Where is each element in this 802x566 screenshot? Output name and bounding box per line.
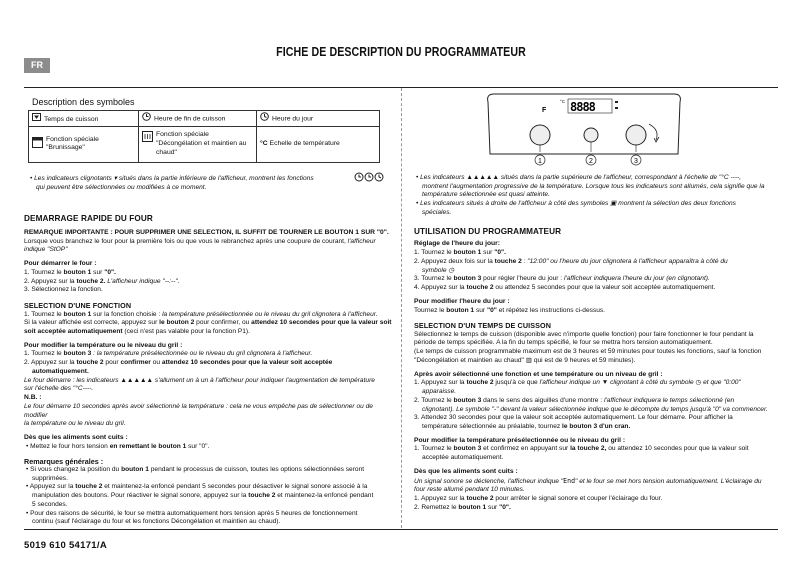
symbol-cell: [257, 126, 380, 162]
paragraph: Le four démarre 10 secondes après avoir sélectionné la température : cela ne vous empêche pas de sélectionner ou de modifier: [24, 402, 373, 419]
paragraph: "Décongélation et maintien au chaud" ▥ qui est de 9 heures et 59 minutes).: [414, 356, 636, 364]
step: 2. Appuyez deux fois sur la touche 2 : "12:00" ou l'heure du jour clignotera à l'afficheur apparaîtra à côté du: [414, 257, 728, 265]
cooking-time-icon: ◷: [695, 379, 702, 387]
subheading: Pour modifier la température présélectionnée ou le niveau du gril :: [414, 436, 626, 444]
display-digits: 8888: [570, 100, 595, 114]
oven-control-panel: [484, 90, 684, 165]
section-heading: SELECTION D'UN TEMPS DE CUISSON: [414, 321, 551, 331]
step: 3. Sélectionnez la fonction.: [24, 286, 103, 294]
clock-icon: ◷: [448, 266, 455, 274]
special-function-icons: ▣: [610, 200, 617, 208]
section-heading: UTILISATION DU PROGRAMMATEUR: [414, 226, 562, 236]
symbol-label: Echelle de température: [269, 139, 340, 147]
triangle-icon: ▼: [601, 379, 609, 387]
step: 3. Tournez le bouton 3 pour régler l'heure du jour : l'afficheur indiquera l'heure du jour (en clignotant).: [414, 275, 710, 283]
symbol-label: Temps de cuisson: [44, 115, 99, 123]
symbol-cell: [257, 111, 380, 127]
symbol-label: "Brunissage": [46, 144, 85, 152]
callout-label: 2: [589, 158, 593, 165]
symbol-cell: [29, 111, 139, 127]
bullet: • Pour des raisons de sécurité, le four se mettra automatiquement hors tension après 5 heures de fonctionnement: [26, 509, 358, 517]
symbol-label: Fonction spéciale: [156, 131, 209, 139]
language-badge: FR: [24, 58, 50, 73]
bullet: • Les indicateurs ▲▲▲▲▲ situés dans la partie supérieure de l'afficheur, correspondant à l'échelle de "°C ----,: [416, 174, 742, 181]
subheading: Après avoir sélectionné une fonction et une température ou un niveau de gril :: [414, 370, 663, 378]
paragraph: Lorsque vous branchez le four pour la première fois ou que vous le rebranchez après une coupure de courant, l'afficheur: [24, 237, 376, 245]
knob-1: [530, 125, 550, 145]
symbol-cell: [139, 126, 257, 162]
symbol-label: chaud": [156, 148, 177, 156]
symbol-label: Fonction spéciale: [46, 135, 99, 143]
step: 3. Attendez 30 secondes pour que la valeur soit acceptée automatiquement. Le four démarre. Pour afficher la: [414, 414, 733, 422]
step: Si la valeur affichée est correcte, appuyez sur le bouton 2 pour confirmer, ou attendez 10 secondes pour que la valeur soit: [24, 319, 392, 327]
symbol-icons-group: [354, 172, 384, 186]
subheading: Pour modifier l'heure du jour :: [414, 297, 510, 305]
important-note: REMARQUE IMPORTANTE : POUR SUPPRIMER UNE SELECTION, IL SUFFIT DE TOURNER LE BOUTON 1 SUR "0".: [24, 228, 389, 236]
callout-label: 3: [634, 158, 638, 165]
step: symbole ◷: [422, 266, 455, 274]
temperature-indicators-icon: ▲▲▲▲▲: [466, 174, 499, 181]
step: 1. Tournez le bouton 1 sur "0".: [414, 249, 506, 257]
step: 4. Appuyez sur la touche 2 ou attendez 5 secondes pour que la valeur soit acceptée automatiquement.: [414, 284, 716, 291]
paragraph: période de temps spécifiée. A la fin du temps spécifié, le four se mettra hors tension automatiquement.: [414, 339, 713, 347]
subheading: Réglage de l'heure du jour:: [414, 240, 500, 248]
step: 1. Tournez le bouton 1 sur "0".: [24, 268, 116, 276]
symbols-table: [28, 110, 380, 163]
paragraph: sur l'échelle des "°C----.: [24, 385, 94, 393]
right-column: • Les indicateurs ▲▲▲▲▲ situés dans la partie supérieure de l'afficheur, correspondant à l'échelle de "°C ----, montrent l'augmentation progressive de la température. Lorsque tous les indicateurs sont allumés, cela signifie que la température sélectionnée est quasi atteinte. • Les indicateurs situés à droite de l'afficheur à côté des symboles ▣ montrent la sélection des deux fonctions spéciales. UTILISATION DU PROGRAMMATEUR Réglage de l'heure du jour: 1. Tournez le bouton 1 sur "0". 2. Appuyez deux fois sur la touche 2 : "12:00" ou l'heure du jour clignotera à l'afficheur apparaîtra à côté du symbole ◷ 3. Tournez le bouton 3 pour régler l'heure du jour : l'afficheur indiquera l'heure du jour (en clignotant). 4. Appuyez sur la touche 2 ou attendez 5 secondes pour que la valeur soit acceptée automatiquement. Pour modifier l'heure du jour : Tournez le bouton 1 sur "0" et répétez les instructions ci-dessus. SELECTION D'UN TEMPS DE CUISSON Sélectionnez le temps de cuisson (disponible avec n'importe quelle fonction) pour faire fonctionner le four pendant la période de temps spécifiée. A la fin du temps spécifié, le four se mettra hors tension automatiquement. (Le temps de cuisson programmable maximum est de 3 heures et 59 minutes pour toutes les fonctions, sauf la fonction "Décongélation et maintien au chaud" ▥ qui est de 9 heures et 59 minutes). Après avoir sélectionné une fonction et une température ou un niveau de gril : 1. Appuyez sur la touche 2 jusqu'à ce que l'afficheur indique un ▼ clignotant à côté du symbole ◷ et que "0:00" apparaisse. 2. Tournez le bouton 3 dans le sens des aiguilles d'une montre : l'afficheur indiquera le temps sélectionné (en clignotant). Le symbole "-" devant la valeur sélectionnée indique que le décompte du temps jusqu'à "0" va commencer. 3. Attendez 30 secondes pour que la valeur soit acceptée automatiquement. Le four démarre. Pour afficher la température sélectionnée au préalable, tournez le bouton 3 d'un cran. Pour modifier la température présélectionnée ou le niveau du gril : 1. Tournez le bouton 3 et confirmez en appuyant sur la touche 2, ou attendez 10 secondes pour que la valeur soit acceptée automatiquement. Dès que les aliments sont cuits : Un signal sonore se déclenche, l'afficheur indique "End" et le four se met hors tension automatiquement. L'éclairage du four reste allumé pendant 10 minutes. 1. Appuyez sur la touche 2 pour arrêter le signal sonore et couper l'éclairage du four. 2. Remettez le bouton 1 sur "0".: [414, 174, 786, 513]
section-heading: SELECTION D'UNE FONCTION: [24, 301, 132, 311]
step: 1. Tournez le bouton 3 : la température présélectionnée ou le niveau du gril clignotera à l'afficheur.: [24, 350, 313, 358]
paragraph: (Le temps de cuisson programmable maximum est de 3 heures et 59 minutes pour toutes les fonctions, sauf la fonction: [414, 348, 762, 356]
bullet: • Les indicateurs situés à droite de l'afficheur à côté des symboles ▣ montrent la sélection des deux fonctions: [416, 200, 736, 208]
callout-label: 1: [538, 158, 542, 165]
subheading: Pour démarrer le four :: [24, 260, 97, 268]
symbol-label: Heure de fin de cuisson: [154, 115, 226, 123]
bullet: • Si vous changez la position du bouton 1 pendant le processus de cuisson, toutes les options sélectionnées seront: [26, 466, 365, 473]
step: automatiquement.: [32, 367, 89, 375]
subheading: Dès que les aliments sont cuits :: [24, 433, 128, 441]
f-label: F: [542, 107, 547, 114]
bottom-rule: [24, 529, 778, 530]
page-title: FICHE DE DESCRIPTION DU PROGRAMMATEUR: [276, 45, 526, 59]
symbol-cell: [139, 111, 257, 127]
subheading: Dès que les aliments sont cuits :: [414, 467, 518, 475]
symbols-note: • Les indicateurs clignotants ▾ situés dans la partie inférieure de l'afficheur, montrent les fonctions qui peuvent être sélectionnées ou modifiées à ce moment.: [30, 175, 314, 191]
celsius-label: °C: [560, 99, 566, 104]
symbol-label: Heure du jour: [272, 115, 314, 123]
step: 2. Appuyez sur la touche 2 pour confirmer ou attendez 10 secondes pour que la valeur soit acceptée: [24, 359, 333, 367]
rotation-arrow: [649, 124, 657, 140]
defrost-icon: [142, 131, 153, 146]
step: 2. Remettez le bouton 1 sur "0".: [414, 503, 511, 511]
celsius-symbol: °C: [260, 139, 268, 147]
knob-2: [584, 128, 598, 142]
end-time-icon: [142, 112, 151, 125]
symbol-label: "Décongélation et maintien au: [156, 139, 247, 147]
subheading: Pour modifier la température ou le niveau du gril :: [24, 341, 183, 349]
temperature-indicators-icon: ▲▲▲▲▲: [120, 376, 154, 384]
step: 2. Appuyez sur la touche 2. L'afficheur indique "--:--".: [24, 277, 180, 285]
step: 1. Tournez le bouton 1 sur la fonction choisie : la température présélectionnée ou le niveau du gril clignotera à l'afficheur.: [24, 310, 378, 318]
column-divider: [401, 88, 402, 528]
defrost-icon: ▥: [525, 356, 532, 364]
bullet: • Mettez le four hors tension en remettant le bouton 1 sur "0".: [26, 442, 210, 450]
paragraph: Sélectionnez le temps de cuisson (disponible avec n'importe quelle fonction) pour faire fonctionner le four pendant la: [414, 330, 754, 338]
section-heading: DEMARRAGE RAPIDE DU FOUR: [24, 214, 153, 223]
subheading: Remarques générales :: [24, 456, 104, 466]
paragraph: la température ou le niveau du gril.: [24, 420, 126, 428]
knob-3: [626, 125, 646, 145]
step: 1. Tournez le bouton 3 et confirmez en appuyant sur la touche 2, ou attendez 10 secondes pour que la valeur soit: [414, 445, 749, 453]
step: 1. Appuyez sur la touche 2 jusqu'à ce que l'afficheur indique un ▼ clignotant à côté du symbole ◷ et que "0:00": [414, 379, 741, 387]
indicator-led: [615, 107, 618, 109]
document-code: 5019 610 54171/A: [24, 540, 107, 551]
paragraph: Le four démarre : les indicateurs ▲▲▲▲▲ s'allument un à un à l'afficheur pour indiquer l'augmentation de température: [24, 376, 375, 384]
nb-label: N.B. :: [24, 394, 42, 401]
cooking-time-icon: [32, 113, 41, 125]
indicator-led: [615, 101, 618, 103]
symbols-heading: Description des symboles: [32, 97, 135, 107]
bullet: • Appuyez sur la touche 2 et maintenez-la enfoncé pendant 5 secondes pour désactiver le signal sonore associé à la: [26, 483, 368, 491]
step: soit acceptée automatiquement (ceci n'est pas valable pour la fonction P1).: [24, 327, 250, 335]
browning-icon: [32, 137, 43, 152]
step: 2. Tournez le bouton 3 dans le sens des aiguilles d'une montre : l'afficheur indiquera le temps sélectionné (en: [414, 396, 735, 404]
paragraph: Un signal sonore se déclenche, l'afficheur indique "End" et le four se met hors tension automatiquement. L'éclairage du: [414, 476, 762, 485]
symbol-cell: [29, 126, 139, 162]
left-column: DEMARRAGE RAPIDE DU FOUR REMARQUE IMPORTANTE : POUR SUPPRIMER UNE SELECTION, IL SUFFIT DE TOURNER LE BOUTON 1 SUR "0". Lorsque vous branchez le four pour la première fois ou que vous le rebranchez après une coupure de courant, l'afficheur indique "StOP" Pour démarrer le four : 1. Tournez le bouton 1 sur "0". 2. Appuyez sur la touche 2. L'afficheur indique "--:--". 3. Sélectionnez la fonction. SELECTION D'UNE FONCTION 1. Tournez le bouton 1 sur la fonction choisie : la température présélectionnée ou le niveau du gril clignotera à l'afficheur. Si la valeur affichée est correcte, appuyez sur le bouton 2 pour confirmer, ou attendez 10 secondes pour que la valeur soit soit acceptée automatiquement (ceci n'est pas valable pour la fonction P1). Pour modifier la température ou le niveau du gril : 1. Tournez le bouton 3 : la température présélectionnée ou le niveau du gril clignotera à l'afficheur. 2. Appuyez sur la touche 2 pour confirmer ou attendez 10 secondes pour que la valeur soit acceptée automatiquement. Le four démarre : les indicateurs ▲▲▲▲▲ s'allument un à un à l'afficheur pour indiquer l'augmentation de température sur l'échelle des "°C----. N.B. : Le four démarre 10 secondes après avoir sélectionné la température : cela ne vous empêche pas de sélectionner ou de modifier la température ou le niveau du gril. Dès que les aliments sont cuits : • Mettez le four hors tension en remettant le bouton 1 sur "0". Remarques générales : • Si vous changez la position du bouton 1 pendant le processus de cuisson, toutes les options sélectionnées seront supprimées. • Appuyez sur la touche 2 et maintenez-la enfoncé pendant 5 secondes pour désactiver le signal sonore associé à la manipulation des boutons. Pour réactiver le signal sonore, appuyez sur la touche 2 et maintenez-la enfoncé pendant 5 secondes. • Pour des raisons de sécurité, le four se mettra automatiquement hors tension après 5 heures de fonctionnement continu (sauf l'éclairage du four et les fonctions Décongélation et maintien au chaud).: [24, 214, 396, 527]
step: 1. Appuyez sur la touche 2 pour arrêter le signal sonore et couper l'éclairage du four.: [414, 495, 663, 503]
paragraph: four reste allumé pendant 10 minutes.: [414, 486, 525, 494]
step: Tournez le bouton 1 sur "0" et répétez les instructions ci-dessus.: [414, 306, 606, 314]
indicators-icon: ▾: [113, 175, 118, 182]
paragraph: indique "StOP": [24, 246, 68, 254]
clock-icon: [260, 112, 269, 125]
